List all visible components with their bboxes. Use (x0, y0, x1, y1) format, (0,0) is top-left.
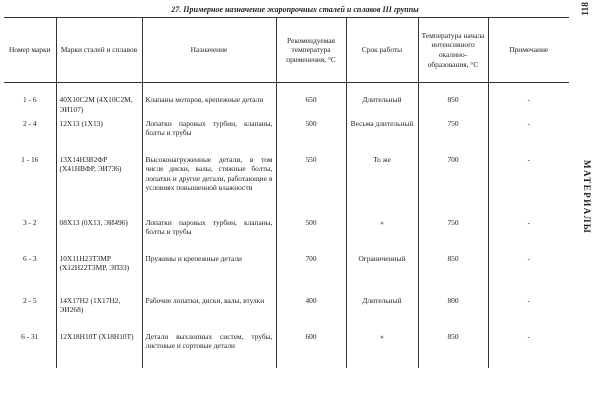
cell-number: 6 - 3 (22, 253, 37, 263)
cell-note: - (488, 155, 569, 218)
table-row (4, 218, 569, 254)
header-note: Примечание (488, 18, 569, 83)
cell-scale: 850 (418, 254, 488, 296)
cell-number: 1 - 6 (22, 95, 37, 104)
cell-temp: 600 (276, 332, 346, 368)
header-temp-rec: Рекомендуемая температура применения, °С (276, 18, 346, 83)
cell-purpose: Детали выхлопных систем, трубы, листовые и сортовые детали (142, 332, 276, 368)
table-row (4, 254, 569, 296)
cell-scale: 750 (418, 119, 488, 155)
cell-life: То же (346, 155, 418, 218)
cell-grade: 12Х18Н10Т (Х18Н10Т) (56, 332, 142, 368)
cell-life: Длительный (346, 83, 418, 119)
cell-grade: 13Х14Н3В2ФР (Х41НВФР, ЭИ736) (56, 155, 142, 218)
page-number: 118 (581, 2, 591, 16)
table-row (4, 119, 569, 155)
cell-temp: 700 (276, 254, 346, 296)
cell-purpose: Клапаны моторов, крепежные детали (142, 83, 276, 119)
table-row (4, 296, 569, 332)
table-row (4, 332, 569, 368)
cell-grade: 12Х13 (1Х13) (56, 119, 142, 155)
cell-scale: 750 (418, 218, 488, 254)
cell-life: » (346, 332, 418, 368)
cell-scale: 800 (418, 296, 488, 332)
cell-temp: 650 (276, 83, 346, 119)
cell-purpose: Высоконагруженные детали, в том числе диски, валы, стяжные болты, лопатки и другие детали, работающие в условиях повышенной влажности (142, 155, 276, 218)
header-number: Номер марки (4, 18, 56, 83)
cell-grade: 14Х17Н2 (1Х17Н2, ЭИ268) (56, 296, 142, 332)
header-row (4, 18, 569, 83)
cell-number: 1 - 16 (21, 154, 39, 164)
cell-grade: 40Х10С2М (4Х10С2М, ЭИ107) (56, 83, 142, 119)
cell-life: Весьма длительный (346, 119, 418, 155)
cell-note: - (488, 218, 569, 254)
cell-temp: 500 (276, 119, 346, 155)
cell-note: - (488, 332, 569, 368)
table-row (4, 83, 569, 119)
cell-scale: 850 (418, 83, 488, 119)
steels-table (4, 17, 569, 368)
page-margin (573, 0, 603, 400)
cell-purpose: Рабочие лопатки, диски, валы, втулки (142, 296, 276, 332)
cell-grade: 10Х11Н23Т3МР (Х12Н22Т3МР, ЭП33) (56, 254, 142, 296)
table-row (4, 155, 569, 218)
cell-purpose: Лопатки паровых турбин, клапаны, болты и трубы (142, 218, 276, 254)
cell-note: - (488, 254, 569, 296)
cell-number: 3 - 2 (22, 217, 37, 227)
cell-life: » (346, 218, 418, 254)
cell-temp: 500 (276, 218, 346, 254)
cell-grade: 08Х13 (0Х13, ЭИ496) (56, 218, 142, 254)
cell-number: 6 - 31 (21, 331, 39, 341)
cell-note: - (488, 83, 569, 119)
cell-purpose: Лопатки паровых турбин, клапаны, болты и трубы (142, 119, 276, 155)
cell-number: 2 - 4 (22, 118, 37, 128)
header-temp-scale: Температура начала интенсивного окалино-образования, °С (418, 18, 488, 83)
cell-scale: 850 (418, 332, 488, 368)
header-grade: Марки сталей и сплавов (56, 18, 142, 83)
cell-number: 2 - 5 (22, 295, 37, 305)
table-title: 27. Примерное назначение жаропрочных сталей и сплавов III группы (171, 5, 419, 14)
header-purpose: Назначение (142, 18, 276, 83)
cell-purpose: Пружины и крепежные детали (142, 254, 276, 296)
cell-note: - (488, 296, 569, 332)
cell-note: - (488, 119, 569, 155)
cell-temp: 400 (276, 296, 346, 332)
cell-temp: 550 (276, 155, 346, 218)
cell-scale: 700 (418, 155, 488, 218)
header-life: Срок работы (346, 18, 418, 83)
cell-life: Длительный (346, 296, 418, 332)
cell-life: Ограниченный (346, 254, 418, 296)
section-title: МАТЕРИАЛЫ (582, 160, 592, 235)
